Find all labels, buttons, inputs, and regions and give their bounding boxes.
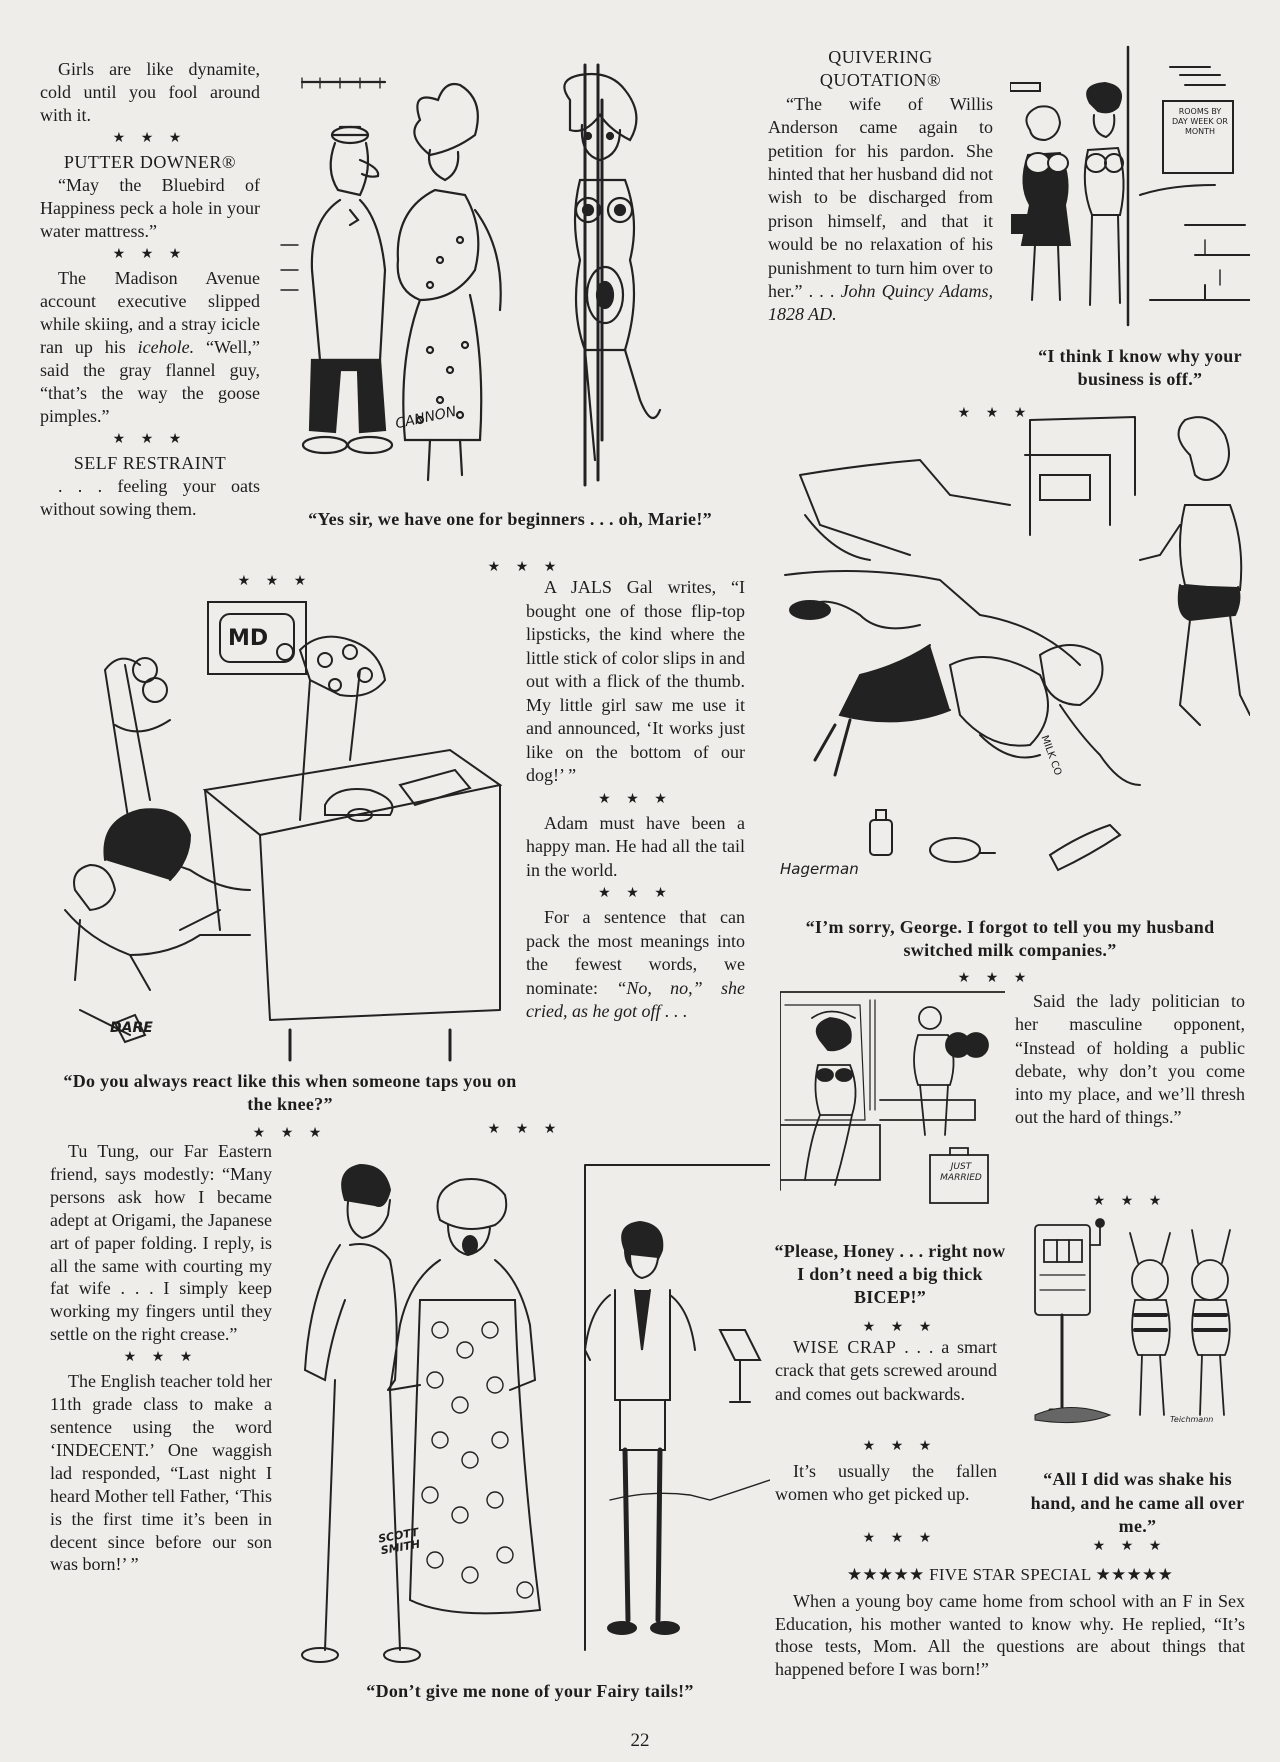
column-2-middle: [526, 576, 745, 1024]
quivering-quotation-text: “The wife of Willis Anderson came again to petition for his pardon. She hinted that her husband did not wish to be discharged from prison himself, and that it would be no relaxation of his punishment to turn him over to her.” . . . John Quincy Adams, 1828 AD.: [768, 93, 993, 325]
self-restraint-text: . . . feeling your oats without sowing them.: [40, 476, 260, 519]
cartoon-signature: DARE: [110, 1020, 153, 1036]
cartoon-fairy-tails: [290, 1150, 770, 1670]
jals-gal-joke: A JALS Gal writes, “I bought one of those flip-top lipsticks, the kind where the little stick of color slips in and out with a flick of the thumb. My little girl saw me use it and announced, ‘It works just like on the bottom of our dog!’ ”: [526, 577, 745, 785]
star-divider: ★ ★ ★: [862, 1531, 938, 1546]
cartoon-caption: “Don’t give me none of your Fairy tails!”: [366, 1681, 694, 1701]
star-divider: ★ ★ ★: [598, 886, 673, 901]
cartoon-signature: CANNON: [394, 403, 458, 433]
five-star-special: [775, 1563, 1245, 1680]
cartoon-slot-machine: [1030, 1215, 1255, 1445]
cartoon-caption: “I think I know why your business is off.”: [1038, 346, 1242, 389]
suitcase-label: JUST MARRIED: [940, 1162, 982, 1183]
cartoon-signature: Hagerman: [780, 860, 859, 878]
cartoon-milk-companies: [780, 415, 1250, 885]
star-divider: ★ ★ ★: [862, 1439, 938, 1454]
quivering-quotation: [768, 46, 993, 327]
politician-joke: [1015, 990, 1245, 1130]
star-divider: ★ ★ ★: [1092, 1194, 1168, 1209]
md-sign: MD: [228, 626, 269, 651]
star-divider: ★ ★ ★: [598, 791, 673, 807]
sentence-joke: For a sentence that can pack the most meanings into the fewest words, we nominate: “No, no,” she cried, as he got off . . .: [526, 907, 745, 1021]
wise-crap: [775, 1336, 997, 1406]
star-divider: ★ ★ ★: [957, 971, 1033, 986]
politician-text: Said the lady politician to her masculine opponent, “Instead of holding a public debate, why don’t you come into my place, and we’ll thresh out the hard of things.”: [1015, 991, 1245, 1128]
star-divider: ★ ★ ★: [957, 406, 1033, 421]
five-star-heading: ★★★★★ FIVE STAR SPECIAL ★★★★★: [846, 1565, 1174, 1584]
star-divider: ★ ★ ★: [112, 432, 188, 447]
star-divider: ★ ★ ★: [252, 1126, 328, 1141]
tu-tung-joke: Tu Tung, our Far Eastern friend, says modestly: “Many persons ask how I became adept at Origami, the Japanese art of paper folding. I reply, is all the same with courting my fat wife . . . I simply keep working my fingers until they settle on the right crease.”: [50, 1141, 272, 1345]
cartoon-beginners: [280, 60, 750, 500]
madison-avenue-joke: The Madison Avenue account executive slipped while skiing, and a stray icicle ran up his icehole. “Well,” said the gray flannel guy, “that’s the way the goose pimples.”: [40, 268, 260, 426]
star-divider: ★ ★ ★: [862, 1320, 938, 1335]
dairy-label: DAIRY: [984, 664, 1013, 699]
milk-label: MILK CO: [1038, 734, 1064, 777]
star-divider: ★ ★ ★: [1092, 1539, 1168, 1554]
star-divider: ★ ★ ★: [112, 131, 188, 146]
rooms-sign: ROOMS BY DAY WEEK OR MONTH: [1172, 107, 1228, 136]
star-divider: ★ ★ ★: [237, 574, 313, 589]
cartoon-signature: Teichmann: [1170, 1415, 1214, 1424]
cartoon-signature: SCOTT SMITH: [377, 1525, 422, 1558]
cartoon-bicep: [780, 990, 1005, 1225]
fallen-women-text: It’s usually the fallen women who get picked up.: [775, 1461, 997, 1505]
adam-joke: Adam must have been a happy man. He had all the tail in the world.: [526, 812, 745, 880]
column-1-bottom: [50, 1140, 272, 1576]
cartoon-tap-knee: [60, 590, 520, 1070]
column-1-top: [40, 58, 260, 521]
fallen-women-joke: [775, 1460, 997, 1507]
star-divider: ★ ★ ★: [123, 1350, 199, 1366]
putter-downer-heading: PUTTER DOWNER®: [63, 152, 237, 172]
star-divider: ★ ★ ★: [112, 247, 188, 262]
cartoon-caption: “All I did was shake his hand, and he came all over me.”: [1030, 1469, 1245, 1536]
star-divider: ★ ★ ★: [487, 1122, 563, 1137]
wise-crap-text: WISE CRAP . . . a smart crack that gets screwed around and comes out backwards.: [775, 1337, 998, 1404]
cartoon-business-off: [1010, 45, 1250, 345]
cartoon-caption: “Do you always react like this when someone taps you on the knee?”: [63, 1071, 517, 1114]
page-number: 22: [630, 1730, 650, 1751]
english-teacher-joke: The English teacher told her 11th grade class to make a sentence using the word ‘INDECENT.’ One waggish lad responded, “Last night I heard Mother tell Father, ‘This is the first time it’s been in decent since before our son was born!’ ”: [50, 1371, 272, 1575]
star-divider: ★ ★ ★: [487, 560, 563, 575]
dynamite-joke: Girls are like dynamite, cold until you fool around with it.: [40, 59, 260, 125]
five-star-text: When a young boy came home from school with an F in Sex Education, his mother wanted to know why. He replied, “It’s those tests, Mom. All the questions are about things that happened before I was born!”: [775, 1591, 1245, 1679]
cartoon-caption: “Please, Honey . . . right now I don’t need a big thick BICEP!”: [774, 1241, 1006, 1307]
quivering-quotation-heading: QUIVERING QUOTATION®: [819, 47, 942, 91]
cartoon-caption: “Yes sir, we have one for beginners . . . oh, Marie!”: [308, 509, 712, 529]
cartoon-caption: “I’m sorry, George. I forgot to tell you my husband switched milk companies.”: [805, 917, 1215, 960]
putter-downer-text: “May the Bluebird of Happiness peck a hole in your water mattress.”: [40, 175, 260, 241]
self-restraint-heading: SELF RESTRAINT: [73, 453, 227, 473]
